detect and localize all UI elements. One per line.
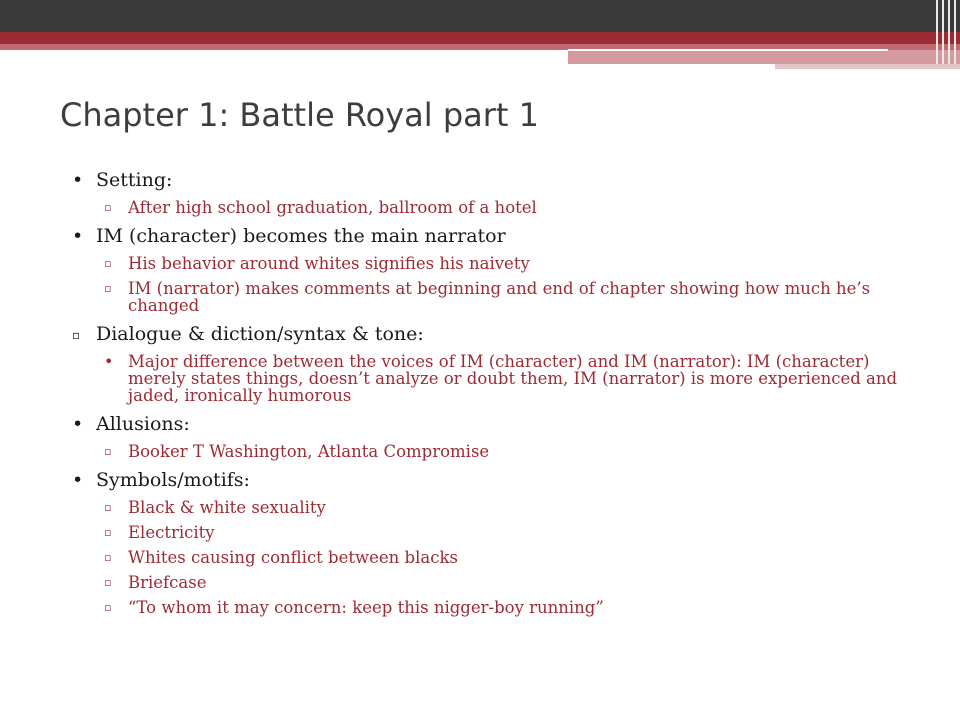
bullet-dot-icon: •: [104, 352, 114, 371]
sub-bullet-item: [72, 574, 922, 591]
bullet-text: Electricity: [128, 523, 215, 542]
slide-title: Chapter 1: Battle Royal part 1: [60, 96, 539, 134]
bullet-dot-icon: •: [72, 469, 84, 491]
bullet-text: His behavior around whites signifies his naivety: [128, 254, 530, 273]
bullet-square-icon: ▫: [104, 257, 112, 270]
bullet-square-icon: ▫: [72, 328, 81, 342]
banner-pale-tab: [775, 64, 960, 69]
sub-bullet-item: [72, 524, 922, 541]
sub-bullet-item: [72, 443, 922, 460]
sub-bullet-item: [72, 199, 922, 216]
bullet-text: “To whom it may concern: keep this nigger-boy running”: [128, 598, 604, 617]
bullet-text: Whites causing conflict between blacks: [128, 548, 458, 567]
bullet-item: [72, 322, 922, 346]
sub-bullet-item: [72, 599, 922, 616]
bullet-text: Black & white sexuality: [128, 498, 326, 517]
bullet-square-icon: ▫: [104, 601, 112, 614]
sub-bullet-item: [72, 549, 922, 566]
bullet-item: [72, 468, 922, 492]
bullet-text: IM (narrator) makes comments at beginning and end of chapter showing how much he’s changed: [128, 279, 871, 315]
bullet-text: Major difference between the voices of IM (character) and IM (narrator): IM (character) merely states things, doesn’t analyze or doubt them, IM (narrator) is more experienced and jaded, ironically humorous: [128, 352, 898, 405]
bullet-square-icon: ▫: [104, 201, 112, 214]
bullet-text: Symbols/motifs:: [96, 469, 250, 491]
bullet-item: [72, 168, 922, 192]
bullet-square-icon: ▫: [104, 576, 112, 589]
sub-bullet-item: [72, 353, 922, 404]
bullet-square-icon: ▫: [104, 282, 112, 295]
bullet-dot-icon: •: [72, 413, 84, 435]
banner-red: [0, 32, 960, 44]
bullet-dot-icon: •: [72, 225, 84, 247]
corner-lines: [920, 0, 960, 64]
bullet-list: [72, 168, 922, 624]
bullet-square-icon: ▫: [104, 526, 112, 539]
bullet-text: Briefcase: [128, 573, 207, 592]
bullet-item: [72, 412, 922, 436]
bullet-text: Dialogue & diction/syntax & tone:: [96, 323, 424, 345]
banner-pink-tab: [568, 50, 960, 64]
bullet-text: After high school graduation, ballroom of a hotel: [128, 198, 537, 217]
sub-bullet-item: [72, 280, 922, 314]
bullet-text: Allusions:: [96, 413, 190, 435]
bullet-text: IM (character) becomes the main narrator: [96, 225, 506, 247]
bullet-dot-icon: •: [72, 169, 84, 191]
bullet-item: [72, 224, 922, 248]
banner-dark: [0, 0, 960, 32]
banner-line: [568, 49, 888, 51]
bullet-square-icon: ▫: [104, 445, 112, 458]
bullet-square-icon: ▫: [104, 501, 112, 514]
sub-bullet-item: [72, 499, 922, 516]
bullet-square-icon: ▫: [104, 551, 112, 564]
sub-bullet-item: [72, 255, 922, 272]
bullet-text: Setting:: [96, 169, 173, 191]
bullet-text: Booker T Washington, Atlanta Compromise: [128, 442, 490, 461]
